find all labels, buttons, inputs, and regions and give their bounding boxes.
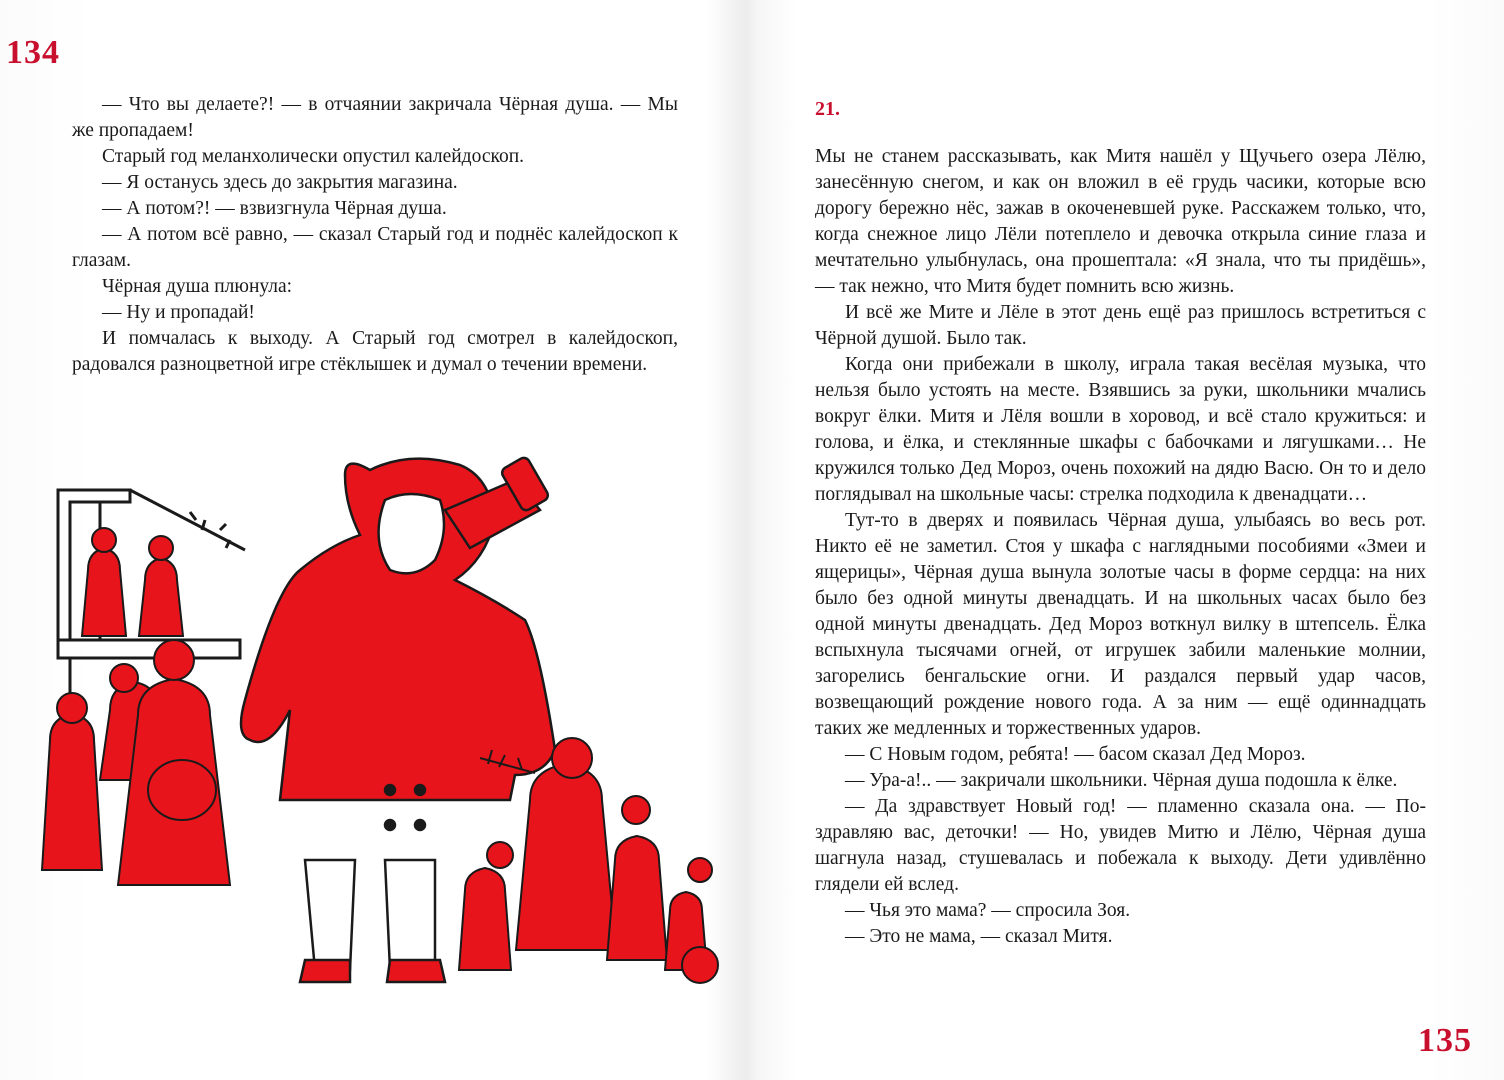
paragraph: Чёрная душа плюнула: (102, 276, 293, 297)
page-number-right: 135 (1418, 1022, 1472, 1059)
paragraph: — Что вы делаете?! — в отчаянии закричала Чёрная душа. — Мы же пропадаем! (72, 94, 678, 141)
big-santa (241, 456, 555, 982)
paragraph: — С Новым годом, ребята! — басом сказал Дед Мороз. (845, 744, 1306, 765)
right-page-text (815, 144, 1426, 950)
paragraph: — А потом всё равно, — сказал Старый год и поднёс калейдоскоп к глазам. (72, 224, 678, 271)
paragraph: — А потом?! — взвизгнула Чёрная душа. (102, 198, 447, 219)
paragraph: — Чья это мама? — спросила Зоя. (845, 900, 1131, 921)
paragraph: И помчалась к выходу. А Старый год смотрел в калейдоскоп, радовался разноцветной игре стёклышек и думал о течении времени. (72, 328, 678, 375)
paragraph: Мы не станем рассказывать, как Митя нашёл у Щучьего озера Лёлю, занесённую снегом, и как он вложил в её грудь часики, которые всю дорогу бережно нёс, зажав в окоченевшей руке. Расскажем только, что, когда снежное лицо Лёли потеплело и девочка открыла синие глаза и мечтательно улыбнулась, она прошептала: «Я знала, что ты придёшь», — так нежно, что Митя будет помнить всю жизнь. (815, 146, 1426, 297)
paragraph: Тут-то в дверях и появилась Чёрная душа, улыбаясь во весь рот. Никто её не заметил. Стоя у шкафа с наглядными пособиями «Змеи и ящерицы», Чёрная душа вынула золотые часы в форме сердца: на них было без одной минуты двенадцать. И на школьных часах было без одной минуты двенадцать. Дед Мороз воткнул вилку в штепсель. Ёлка вспыхнула тысячами огней, от игрушек забили маленькие молнии, загорелись бенгальские огни. И раздался первый удар часов, возвещающий рождение нового года. А за ним — ещё одиннадцать таких же медленных и торжественных ударов. (815, 510, 1426, 739)
paragraph: — Ну и пропадай! (102, 302, 255, 323)
santa-kaleidoscope-illustration (40, 440, 760, 1000)
paragraph: — Ура-а!.. — закричали школьники. Чёрная душа подошла к ёлке. (845, 770, 1398, 791)
paragraph: И всё же Мите и Лёле в этот день ещё раз пришлось встретиться с Чёрной душой. Было так. (815, 302, 1426, 349)
page-number-left: 134 (6, 34, 60, 71)
paragraph: — Я останусь здесь до закрытия магазина. (102, 172, 458, 193)
paragraph: — Да здравствует Новый год! — пламенно сказала она. — Поздравляю вас, деточки! — Но, увидев Митю и Лёлю, Чёрная душа шагнула назад, стушевалась и побежала к выходу. Дети удивлённо глядели ей вслед. (815, 796, 1426, 895)
paragraph: Старый год меланхолически опустил калейдоскоп. (102, 146, 525, 167)
left-page-text (72, 92, 678, 378)
paragraph: Когда они прибежали в школу, играла такая весёлая музыка, что нельзя было устоять на месте. Взявшись за руки, школьники мчались вокруг ёлки. Митя и Лёля вошли в хоровод, и всё стало кружиться: и голова, и ёлка, и стеклянные шкафы с бабочками и лягушками… Не кружился только Дед Мороз, очень похожий на дядю Васю. Он то и дело поглядывал на школьные часы: стрелка подходила к двенадцати… (815, 354, 1426, 505)
paragraph: — Это не мама, — сказал Митя. (845, 926, 1113, 947)
chapter-number: 21. (815, 98, 840, 120)
